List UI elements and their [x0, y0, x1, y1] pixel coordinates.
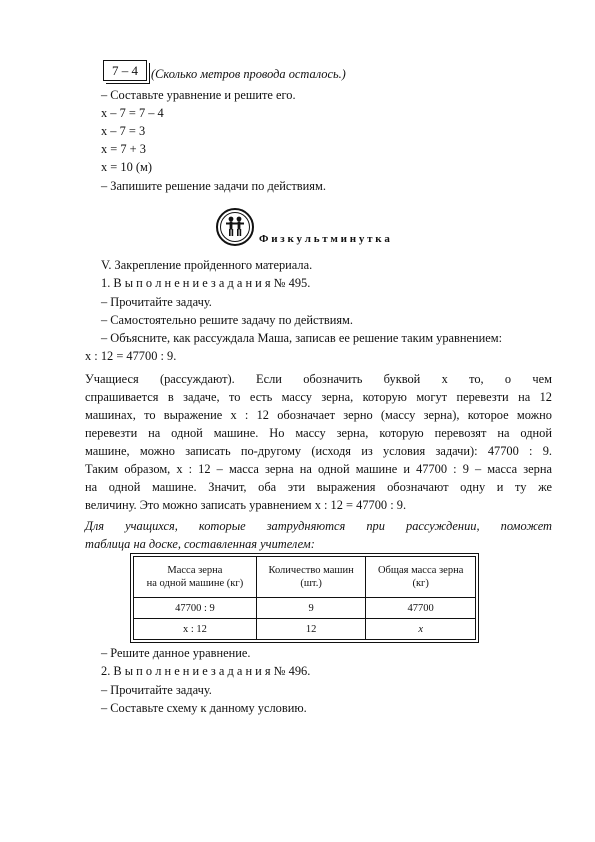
- board-table: [133, 556, 476, 640]
- table-cell: x : 12: [134, 619, 257, 640]
- section-heading: V. Закрепление пройденного материала.: [101, 258, 313, 272]
- students-reasoning-line: Учащиеся (рассуждают). Если обозначить буквой x то, о чем: [85, 372, 552, 386]
- equation-instruction: – Составьте уравнение и решите его.: [101, 88, 296, 102]
- instruction-line: – Самостоятельно решите задачу по действиям.: [101, 313, 353, 327]
- equation-line: x – 7 = 3: [101, 124, 146, 138]
- students-reasoning-line: перевезти на одной машине. Но массу зерна, которую перевозят на одной: [85, 426, 552, 440]
- table-cell: 12: [256, 619, 365, 640]
- explain-instruction: – Объясните, как рассуждала Маша, записав ее решение таким уравнением:: [101, 331, 503, 345]
- students-reasoning-line: величину. Это можно записать уравнением x : 12 = 47700 : 9.: [85, 498, 407, 512]
- table-row: [134, 619, 476, 640]
- table-cell: 9: [256, 598, 365, 619]
- students-reasoning-line: на одной машине. Значит, оба эти выражения обозначают одну и ту же: [85, 480, 552, 494]
- table-cell: x: [366, 619, 476, 640]
- exercise-icon: [216, 208, 254, 246]
- solve-instruction: – Решите данное уравнение.: [101, 646, 251, 660]
- equation-line: x = 7 + 3: [101, 142, 146, 156]
- expression-box: 7 – 4: [103, 60, 147, 81]
- table-row: [134, 598, 476, 619]
- table-cell: 47700: [366, 598, 476, 619]
- table-header: Общая масса зерна (кг): [366, 557, 476, 598]
- teacher-note-line: Для учащихся, которые затрудняются при рассуждении, поможет: [85, 519, 552, 533]
- students-reasoning-line: машине, можно записать по-другому (исходя из условия задачи): 47700 : 9.: [85, 444, 552, 458]
- task-496-label: 2. В ы п о л н е н и е з а д а н и я № 496.: [101, 664, 311, 678]
- students-reasoning-line: машинах, то выражение x : 12 обозначает зерно (массу зерна), которое можно: [85, 408, 552, 422]
- table-cell: 47700 : 9: [134, 598, 257, 619]
- teacher-note-line: таблица на доске, составленная учителем:: [85, 537, 315, 551]
- table-header: Масса зерна на одной машине (кг): [134, 557, 257, 598]
- box-note: (Сколько метров провода осталось.): [151, 67, 346, 81]
- table-header: Количество машин (шт.): [256, 557, 365, 598]
- solve-by-steps-instruction: – Запишите решение задачи по действиям.: [101, 179, 326, 193]
- instruction-line: – Прочитайте задачу.: [101, 683, 212, 697]
- students-reasoning-line: спрашивается в задаче, то есть массу зерна, которую могут перевезти на 12: [85, 390, 552, 404]
- students-reasoning-line: Таким образом, x : 12 – масса зерна на одной машине и 47700 : 9 – масса зерна: [85, 462, 552, 476]
- equation-line: x – 7 = 7 – 4: [101, 106, 164, 120]
- equation-line: x = 10 (м): [101, 160, 152, 174]
- instruction-line: – Прочитайте задачу.: [101, 295, 212, 309]
- masha-equation: x : 12 = 47700 : 9.: [85, 349, 177, 363]
- physical-break-title: Ф и з к у л ь т м и н у т к а: [259, 233, 390, 245]
- instruction-line: – Составьте схему к данному условию.: [101, 701, 307, 715]
- task-495-label: 1. В ы п о л н е н и е з а д а н и я № 495.: [101, 276, 311, 290]
